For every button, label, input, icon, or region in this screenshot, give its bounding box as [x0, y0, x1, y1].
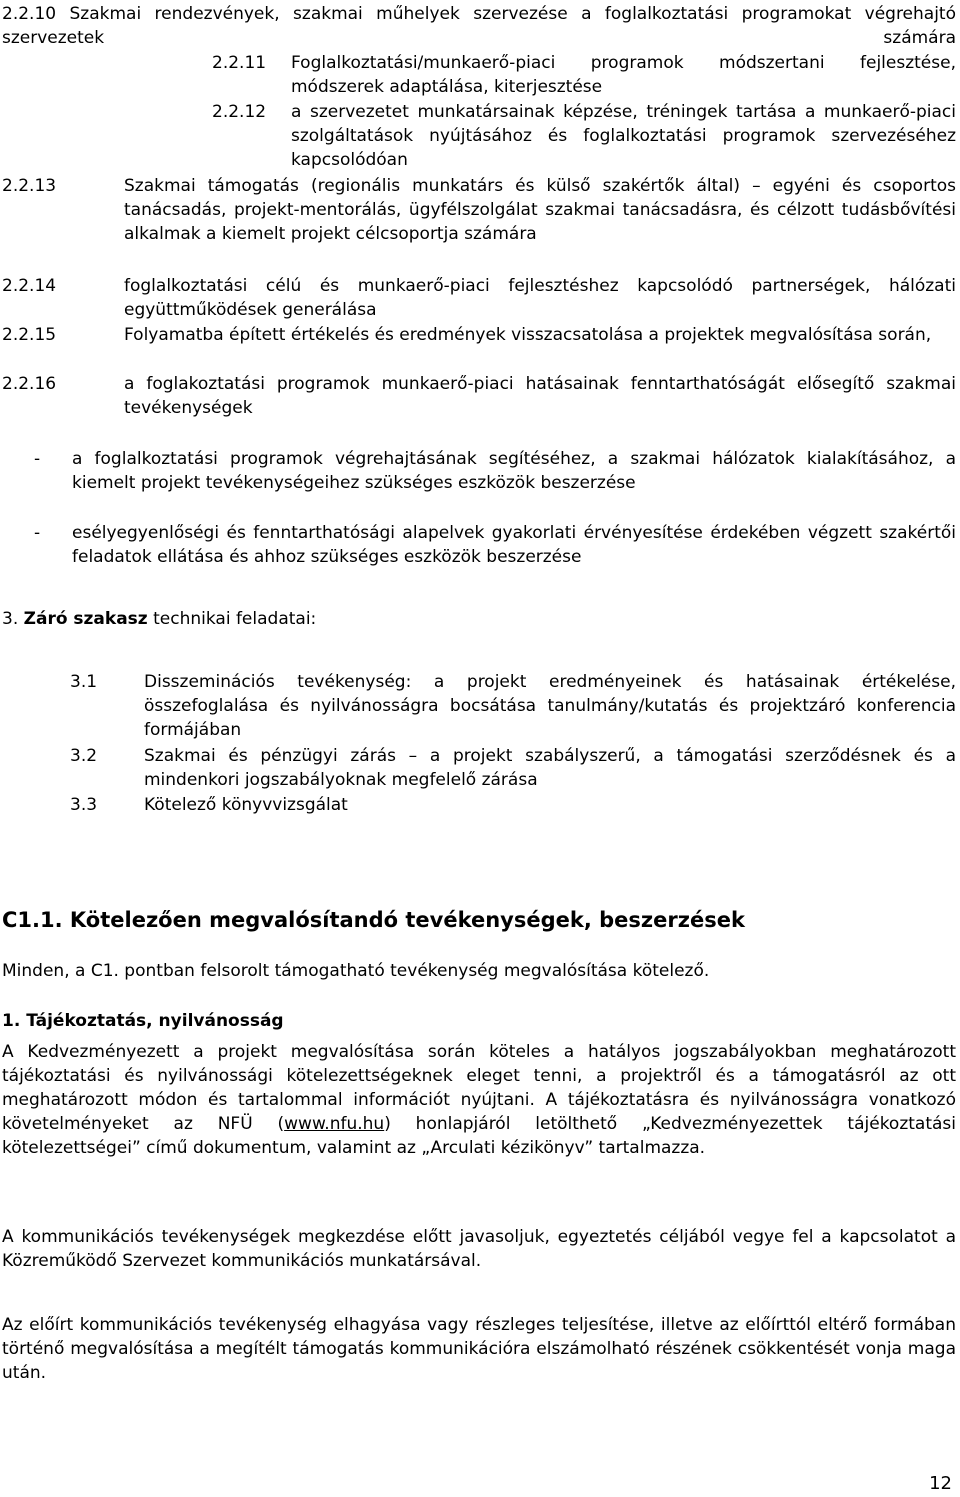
page-number: 12 [929, 1473, 952, 1494]
item-text: a foglalkoztatási programok végrehajtásának segítéséhez, a szakmai hálózatok kialakításához, a kiemelt projekt tevékenységeihez szükséges eszközök beszerzése [72, 449, 956, 493]
section-3-title [2, 607, 956, 631]
list-item-2-2-13 [2, 174, 956, 246]
item-number: 2.2.16 [2, 374, 57, 394]
list-item-3-3 [70, 793, 956, 817]
item-number: 2.2.15 [2, 325, 57, 345]
item-text: foglalkoztatási célú és munkaerő-piaci fejlesztéshez kapcsolódó partnerségek, hálózati együttműködések generálása [124, 276, 956, 320]
item-number: 3.1 [70, 672, 98, 692]
list-item-2-2-15 [2, 323, 956, 347]
paragraph-text-start: A Kedvezményezett a projekt megvalósítása során köteles a hatályos jogszabályokban meghatározott tájékoztatási és nyilvánossági kötelezettségeknek eleget tenni, a projektről és a támogatásról az ott meghatározott módon és tartalommal információt nyújtani. A tájékoztatásra és nyilvánosságra vonatkozó követelményeket az NFÜ ( [2, 1042, 956, 1134]
item-number: 2.2.12 [212, 102, 267, 122]
item-number: 2.2.13 [2, 176, 57, 196]
item-number: 3.3 [70, 795, 98, 815]
item-number: 3.2 [70, 746, 98, 766]
item-text: Szakmai és pénzügyi zárás – a projekt szabályszerű, a támogatási szerződésnek és a mindenkori jogszabályoknak megfelelő zárása [144, 746, 956, 790]
dash-item-1 [34, 447, 956, 495]
dash-item-2 [34, 521, 956, 569]
section-title-rest: technikai feladatai: [153, 609, 317, 629]
paragraph-support-reduction: Az előírt kommunikációs tevékenység elhagyása vagy részleges teljesítése, illetve az előírttól eltérő formában történő megvalósítása a megítélt támogatás kommunikációra elszámolható részének csökkentését vonja maga után. [2, 1315, 956, 1383]
item-text: esélyegyenlőségi és fenntarthatósági alapelvek gyakorlati érvényesítése érdekében végzett szakértői feladatok ellátása és ahhoz szükséges eszközök beszerzése [72, 523, 956, 567]
subsection-title: 1. Tájékoztatás, nyilvánosság [2, 1011, 284, 1031]
item-text: 2.2.10 Szakmai rendezvények, szakmai műhelyek szervezése a foglalkoztatási programokat végrehajtó szervezetek számára [2, 4, 956, 48]
nfu-website-link[interactable]: www.nfu.hu [284, 1114, 385, 1134]
dash-mark: - [34, 449, 41, 469]
list-item-2-2-12 [212, 100, 956, 172]
item-text: Szakmai támogatás (regionális munkatárs és külső szakértők által) – egyéni és csoportos tanácsadás, projekt-mentorálás, ügyfélszolgálat szakmai tanácsadásra, és célzott tudásbővítési alkalmak a kiemelt projekt célcsoportja számára [124, 176, 956, 244]
item-text: Kötelező könyvvizsgálat [144, 795, 348, 815]
dash-mark: - [34, 523, 41, 543]
section-number: 3. [2, 609, 19, 629]
item-text: Folyamatba épített értékelés és eredmények visszacsatolása a projektek megvalósítása során, [124, 325, 932, 345]
intro-paragraph: Minden, a C1. pontban felsorolt támogatható tevékenység megvalósítása kötelező. [2, 961, 710, 981]
list-item-2-2-11 [212, 51, 956, 99]
item-text: a szervezetet munkatársainak képzése, tréningek tartása a munkaerő-piaci szolgáltatások nyújtásához és foglalkoztatási programok szervezéséhez kapcsolódóan [291, 102, 956, 170]
list-item-3-2 [70, 744, 956, 792]
list-item-2-2-10 [2, 2, 956, 50]
item-text: Disszeminációs tevékenység: a projekt eredményeinek és hatásainak értékelése, összefoglalása és nyilvánosságra bocsátása tanulmány/kutatás és projektzáró konferencia formájában [144, 672, 956, 740]
item-text: Foglalkoztatási/munkaerő-piaci programok módszertani fejlesztése, módszerek adaptálása, kiterjesztése [291, 53, 956, 97]
list-item-2-2-14 [2, 274, 956, 322]
paragraph-communication-contact: A kommunikációs tevékenységek megkezdése előtt javasoljuk, egyeztetés céljából vegye fel a kapcsolatot a Közreműködő Szervezet kommunikációs munkatársával. [2, 1227, 956, 1271]
item-number: 2.2.14 [2, 276, 57, 296]
list-item-3-1 [70, 670, 956, 742]
list-item-2-2-16 [2, 372, 956, 420]
paragraph-information-publicity [2, 1040, 956, 1160]
section-heading-c1-1: C1.1. Kötelezően megvalósítandó tevékenységek, beszerzések [2, 908, 745, 932]
item-number: 2.2.11 [212, 53, 267, 73]
section-title-bold: Záró szakasz [23, 609, 148, 629]
item-text: a foglakoztatási programok munkaerő-piaci hatásainak fenntarthatóságát elősegítő szakmai tevékenységek [124, 374, 956, 418]
paragraph-text-end: ) honlapjáról letölthető „Kedvezményezettek tájékoztatási kötelezettségei” című dokumentum, valamint az „Arculati kézikönyv” tartalmazza. [2, 1114, 957, 1158]
